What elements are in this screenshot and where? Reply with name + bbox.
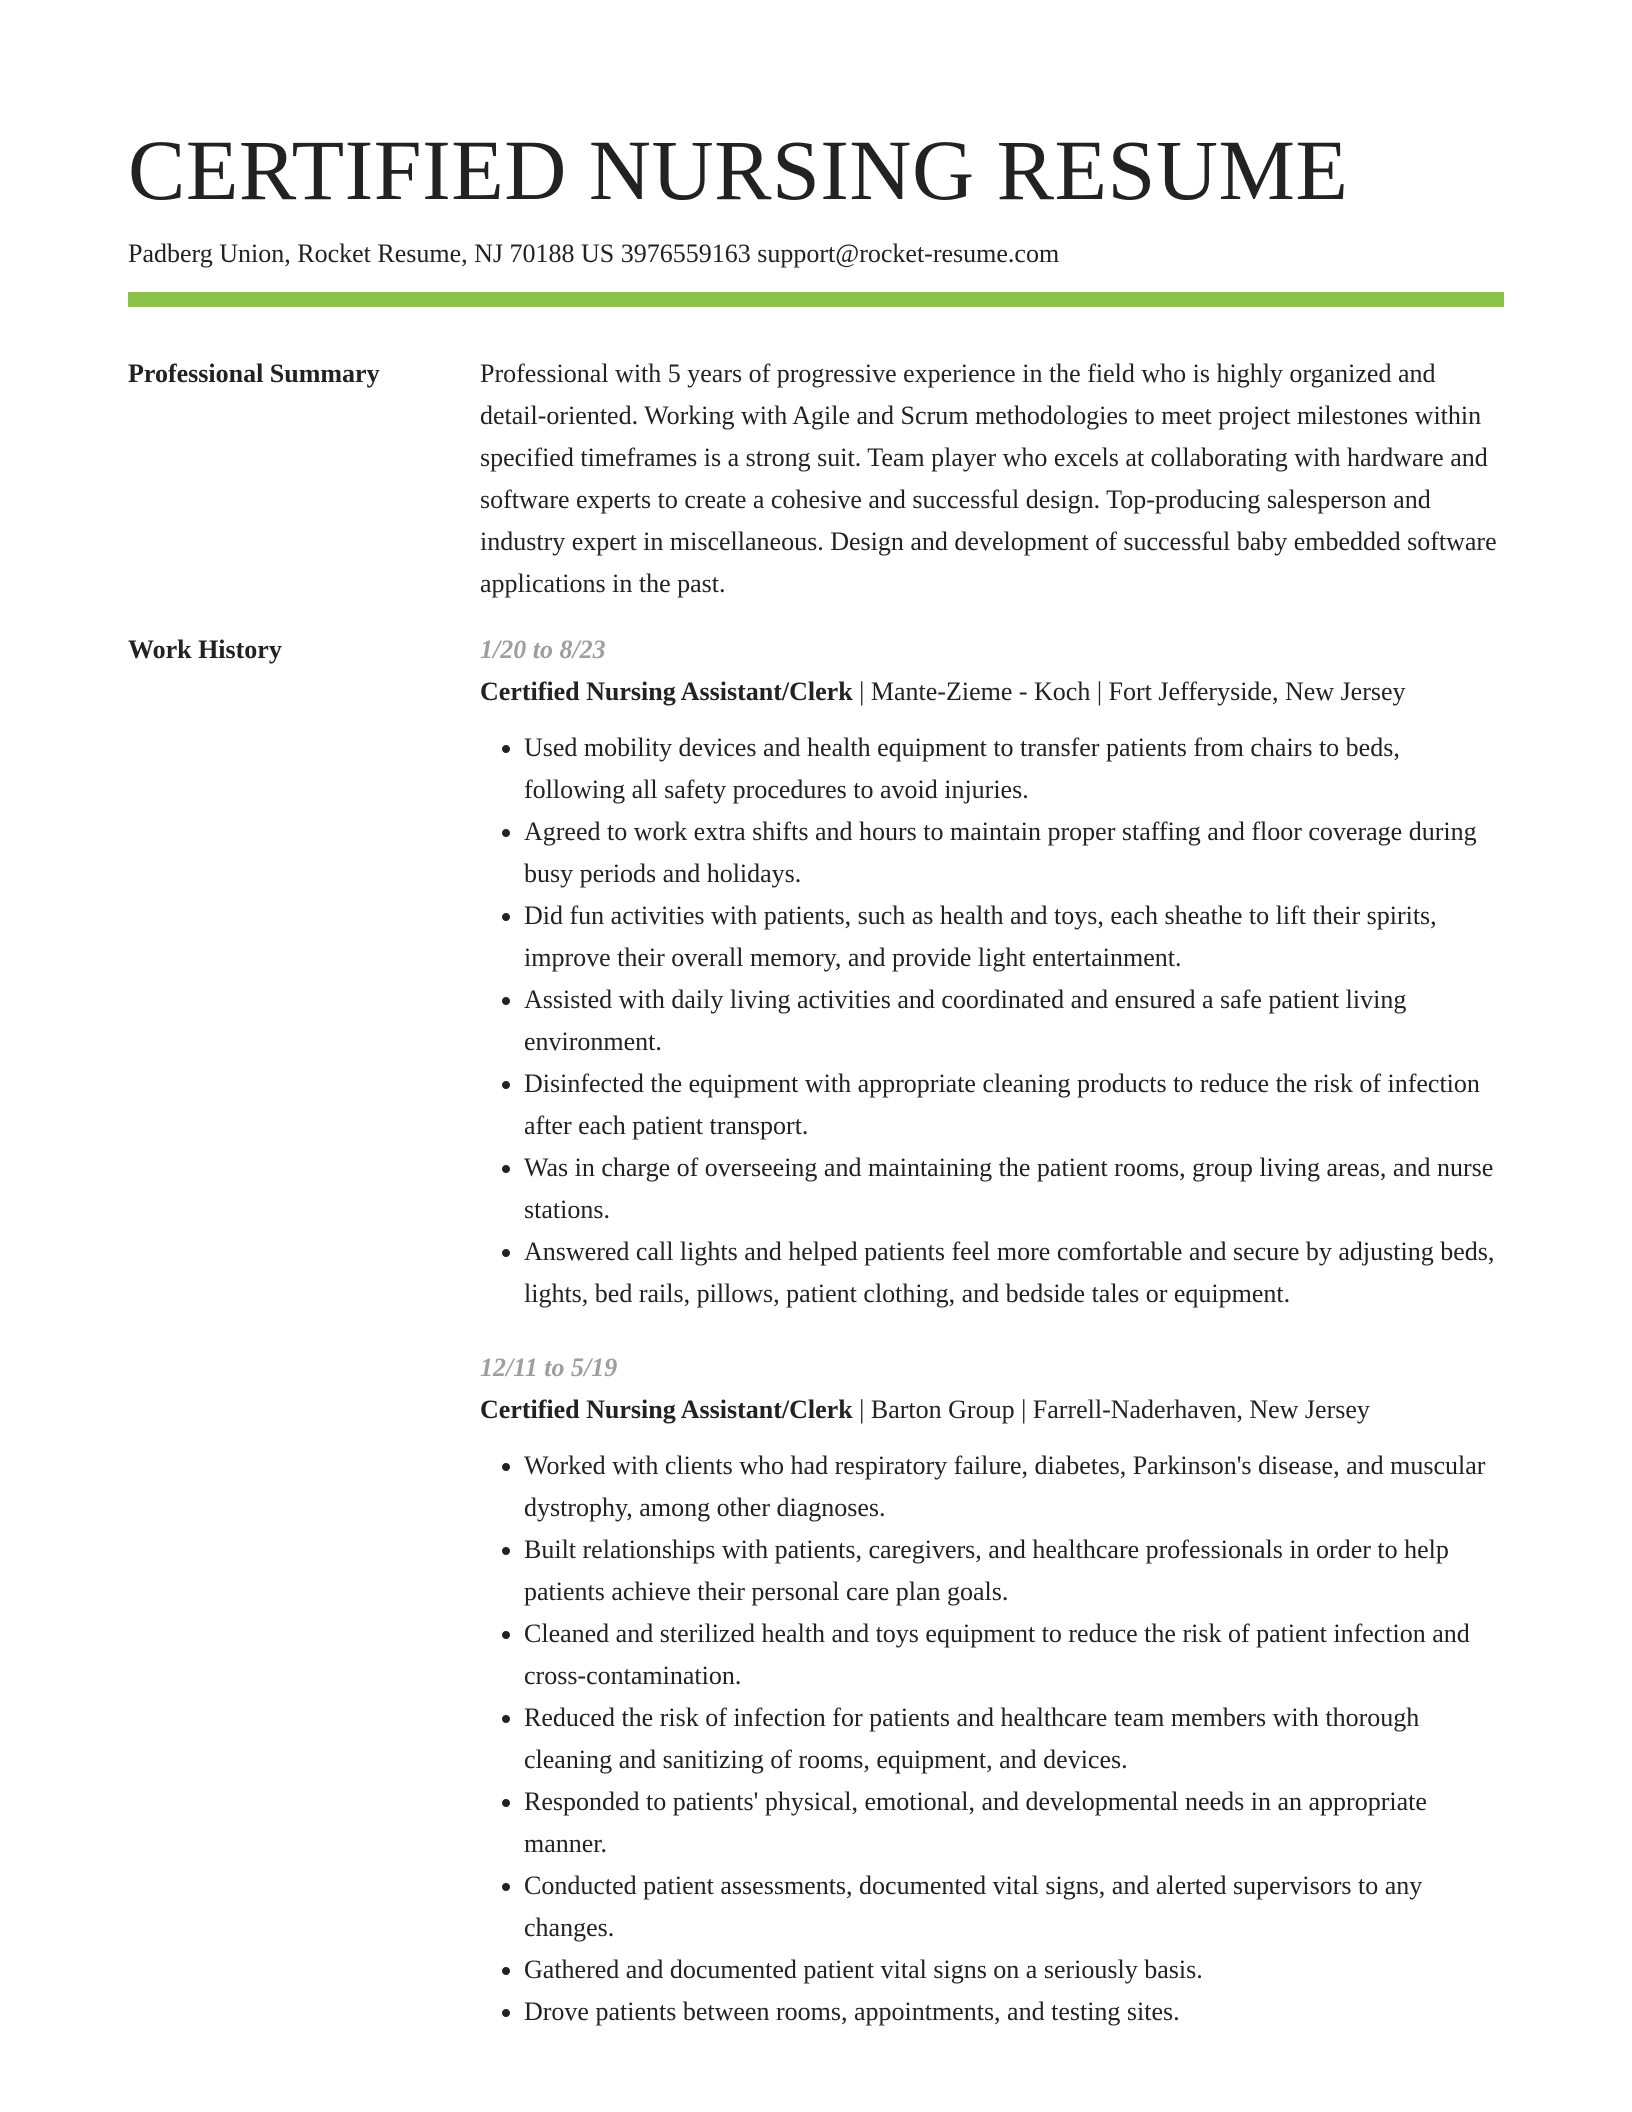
professional-summary-body bbox=[480, 353, 1504, 605]
job-bullet: • Conducted patient assessments, documented vital signs, and alerted supervisors to any changes. bbox=[524, 1865, 1504, 1949]
job-bullet: • Drove patients between rooms, appointments, and testing sites. bbox=[524, 1991, 1504, 2033]
job-bullet: • Did fun activities with patients, such as health and toys, each sheathe to lift their spirits, improve their overall memory, and provide light entertainment. bbox=[524, 895, 1504, 979]
header-divider bbox=[128, 292, 1504, 307]
job-title-line bbox=[480, 1389, 1504, 1431]
job-bullet: • Assisted with daily living activities and coordinated and ensured a safe patient living environment. bbox=[524, 979, 1504, 1063]
job-title: Certified Nursing Assistant/Clerk bbox=[480, 1395, 853, 1424]
professional-summary-text: Professional with 5 years of progressive experience in the field who is highly organized and detail-oriented. Working with Agile and Scrum methodologies to meet project milestones within specified timeframes is a strong suit. Team player who excels at collaborating with hardware and software experts to create a cohesive and successful design. Top-producing salesperson and industry expert in miscellaneous. Design and development of successful baby embedded software applications in the past. bbox=[480, 359, 1497, 598]
job-dates: 12/11 to 5/19 bbox=[480, 1353, 618, 1382]
job-bullet: • Reduced the risk of infection for patients and healthcare team members with thorough cleaning and sanitizing of rooms, equipment, and devices. bbox=[524, 1697, 1504, 1781]
job-bullet: • Worked with clients who had respiratory failure, diabetes, Parkinson's disease, and muscular dystrophy, among other diagnoses. bbox=[524, 1445, 1504, 1529]
work-history-section bbox=[128, 629, 1504, 2033]
resume-page bbox=[128, 0, 1504, 2033]
professional-summary-heading: Professional Summary bbox=[128, 359, 380, 388]
job-title-line bbox=[480, 671, 1504, 713]
contact-phone: 3976559163 bbox=[620, 239, 751, 268]
contact-address: Padberg Union, Rocket Resume, NJ 70188 US bbox=[128, 239, 615, 268]
professional-summary-section bbox=[128, 353, 1504, 605]
contact-line bbox=[128, 236, 1504, 272]
job-bullet: • Gathered and documented patient vital signs on a seriously basis. bbox=[524, 1949, 1504, 1991]
job-dates: 1/20 to 8/23 bbox=[480, 635, 606, 664]
job-bullet: • Agreed to work extra shifts and hours to maintain proper staffing and floor coverage during busy periods and holidays. bbox=[524, 811, 1504, 895]
work-history-body bbox=[480, 629, 1504, 2033]
job-entry bbox=[480, 1347, 1504, 2033]
work-history-heading: Work History bbox=[128, 635, 282, 664]
job-bullet: • Answered call lights and helped patients feel more comfortable and secure by adjusting beds, lights, bed rails, pillows, patient clothing, and bedside tales or equipment. bbox=[524, 1231, 1504, 1315]
job-bullet-list bbox=[480, 727, 1504, 1315]
job-details: | Barton Group | Farrell-Naderhaven, New Jersey bbox=[852, 1395, 1370, 1424]
job-entry bbox=[480, 629, 1504, 1315]
resume-title: CERTIFIED NURSING RESUME bbox=[128, 122, 1349, 218]
contact-email: support@rocket-resume.com bbox=[757, 239, 1060, 268]
job-bullet-list bbox=[480, 1445, 1504, 2033]
job-bullet: • Cleaned and sterilized health and toys equipment to reduce the risk of patient infection and cross-contamination. bbox=[524, 1613, 1504, 1697]
job-bullet: • Built relationships with patients, caregivers, and healthcare professionals in order to help patients achieve their personal care plan goals. bbox=[524, 1529, 1504, 1613]
job-title: Certified Nursing Assistant/Clerk bbox=[480, 677, 853, 706]
job-bullet: • Used mobility devices and health equipment to transfer patients from chairs to beds, following all safety procedures to avoid injuries. bbox=[524, 727, 1504, 811]
job-bullet: • Responded to patients' physical, emotional, and developmental needs in an appropriate manner. bbox=[524, 1781, 1504, 1865]
job-bullet: • Disinfected the equipment with appropriate cleaning products to reduce the risk of infection after each patient transport. bbox=[524, 1063, 1504, 1147]
job-bullet: • Was in charge of overseeing and maintaining the patient rooms, group living areas, and nurse stations. bbox=[524, 1147, 1504, 1231]
job-details: | Mante-Zieme - Koch | Fort Jefferyside, New Jersey bbox=[852, 677, 1406, 706]
